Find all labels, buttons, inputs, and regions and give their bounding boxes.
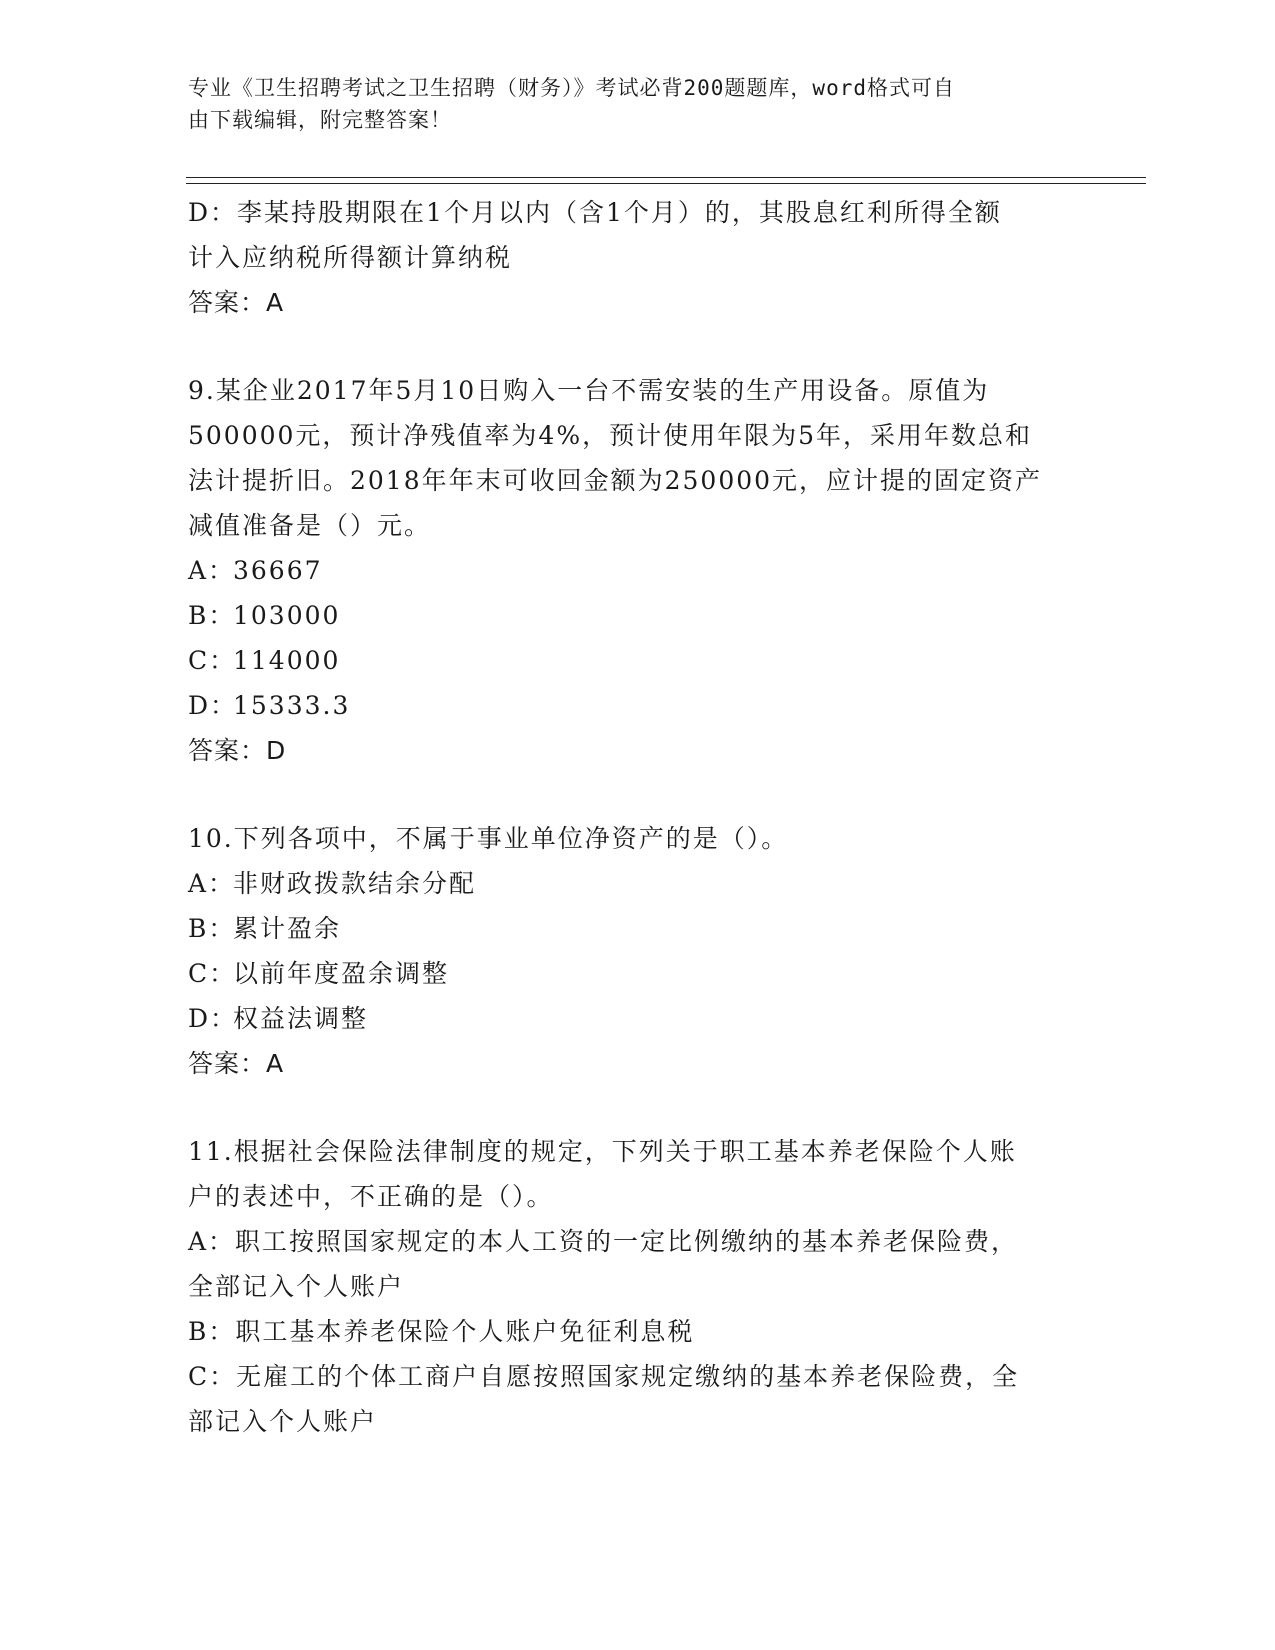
option-b: B：职工基本养老保险个人账户免征利息税 xyxy=(188,1317,695,1346)
option-c: C：以前年度盈余调整 xyxy=(188,959,450,988)
option-a-continued: 全部记入个人账户 xyxy=(188,1272,405,1301)
option-a: A：36667 xyxy=(188,556,323,585)
option-d: D：李某持股期限在1个月以内（含1个月）的，其股息红利所得全额 xyxy=(188,198,1002,227)
question-list xyxy=(188,190,1088,1444)
question-9 xyxy=(188,368,1088,773)
option-d-continued: 计入应纳税所得额计算纳税 xyxy=(188,243,513,272)
option-b: B：103000 xyxy=(188,601,341,630)
question-8-tail xyxy=(188,190,1088,325)
option-a: A：非财政拨款结余分配 xyxy=(188,869,477,898)
option-c-continued: 部记入个人账户 xyxy=(188,1407,378,1436)
question-stem: 法计提折旧。2018年年末可收回金额为250000元，应计提的固定资产 xyxy=(188,466,1043,495)
option-d: D：权益法调整 xyxy=(188,1004,369,1033)
answer: 答案：A xyxy=(188,288,285,317)
question-11 xyxy=(188,1129,1088,1444)
question-stem: 9.某企业2017年5月10日购入一台不需安装的生产用设备。原值为 xyxy=(188,376,990,405)
option-d: D：15333.3 xyxy=(188,691,351,720)
option-c: C：无雇工的个体工商户自愿按照国家规定缴纳的基本养老保险费，全 xyxy=(188,1362,1020,1391)
option-c: C：114000 xyxy=(188,646,341,675)
header-line: 由下载编辑，附完整答案！ xyxy=(188,108,452,132)
question-stem: 减值准备是（）元。 xyxy=(188,511,432,540)
header-divider xyxy=(186,177,1146,184)
option-b: B：累计盈余 xyxy=(188,914,342,943)
question-stem: 户的表述中，不正确的是（）。 xyxy=(188,1182,554,1211)
header-line: 专业《卫生招聘考试之卫生招聘（财务）》考试必背200题题库，word格式可自 xyxy=(188,76,955,100)
question-stem: 11.根据社会保险法律制度的规定，下列关于职工基本养老保险个人账 xyxy=(188,1137,1017,1166)
question-stem: 10.下列各项中，不属于事业单位净资产的是（）。 xyxy=(188,824,789,853)
option-a: A：职工按照国家规定的本人工资的一定比例缴纳的基本养老保险费， xyxy=(188,1227,1019,1256)
answer: 答案：A xyxy=(188,1049,285,1078)
question-stem: 500000元，预计净残值率为4%，预计使用年限为5年，采用年数总和 xyxy=(188,421,1033,450)
page-header xyxy=(188,72,1068,136)
question-10 xyxy=(188,816,1088,1086)
answer: 答案：D xyxy=(188,736,287,765)
